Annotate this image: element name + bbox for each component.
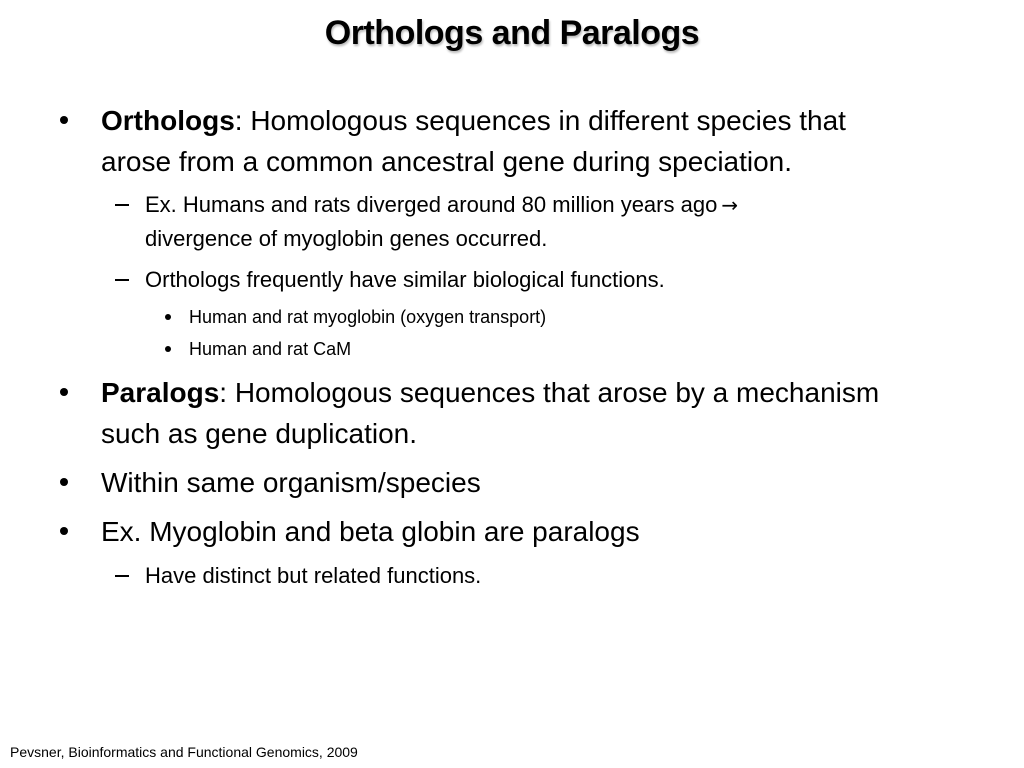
example-line-1 xyxy=(145,188,738,222)
similar-functions-text: Orthologs frequently have similar biological functions. xyxy=(145,267,665,292)
bullet-dash xyxy=(115,204,129,206)
distinct-functions-text: Have distinct but related functions. xyxy=(145,563,482,588)
bullet-dash xyxy=(115,279,129,281)
bullet-dash xyxy=(115,575,129,577)
example-text: Ex. Humans and rats diverged around 80 million years ago xyxy=(145,192,718,217)
paralogs-definition-line-2: such as gene duplication. xyxy=(101,418,417,449)
paralogs-definition-line-1 xyxy=(101,372,879,413)
example-line-2: divergence of myoglobin genes occurred. xyxy=(145,226,548,251)
bullet-dot xyxy=(60,478,68,486)
myoglobin-example-text: Human and rat myoglobin (oxygen transport) xyxy=(189,307,547,327)
citation-footer: Pevsner, Bioinformatics and Functional Genomics, 2009 xyxy=(10,744,358,760)
orthologs-definition-line-1 xyxy=(101,100,846,141)
cam-example-text: Human and rat CaM xyxy=(189,339,352,359)
orthologs-definition-line-2: arose from a common ancestral gene during speciation. xyxy=(101,146,793,177)
arrow-right-icon: → xyxy=(721,193,739,217)
orthologs-term: Orthologs xyxy=(101,105,235,136)
bullet-dot xyxy=(60,388,68,396)
bullet-dot-small xyxy=(165,314,171,320)
bullet-dot xyxy=(60,116,68,124)
slide-title: Orthologs and Paralogs xyxy=(324,14,700,52)
orthologs-definition-text: : Homologous sequences in different species that xyxy=(234,105,846,136)
paralogs-definition-text: : Homologous sequences that arose by a mechanism xyxy=(219,377,880,408)
within-species-text: Within same organism/species xyxy=(101,467,481,498)
bullet-dot xyxy=(60,527,68,535)
bullet-dot-small xyxy=(165,346,171,352)
paralog-example-text: Ex. Myoglobin and beta globin are paralogs xyxy=(101,516,640,547)
paralogs-term: Paralogs xyxy=(101,377,220,408)
